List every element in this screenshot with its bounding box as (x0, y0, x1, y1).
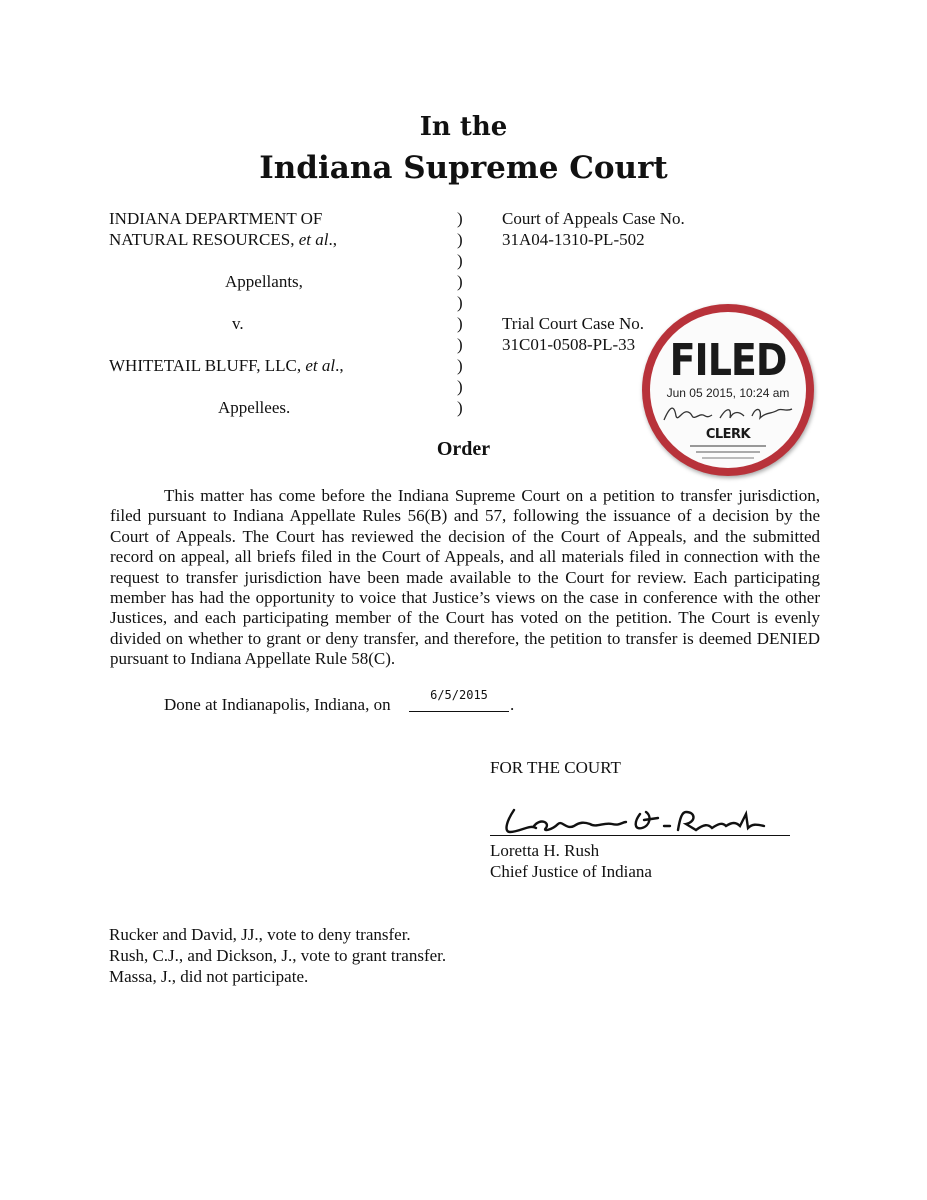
versus-label: v. (232, 314, 244, 333)
caption-paren: ) (457, 251, 463, 270)
caption-paren: ) (457, 209, 463, 228)
stamp-office: CLERK (705, 427, 751, 442)
appellant-name-line1: INDIANA DEPARTMENT OF (109, 209, 323, 228)
court-heading-line1: In the (419, 112, 508, 142)
order-title: Order (436, 438, 491, 460)
vote-line: Rush, C.J., and Dickson, J., vote to grant transfer. (109, 946, 447, 965)
clerk-signature (660, 400, 796, 426)
date-underline (409, 711, 509, 712)
court-heading-line2: Indiana Supreme Court (259, 150, 668, 186)
vote-line: Massa, J., did not participate. (109, 967, 309, 986)
order-date: 6/5/2015 (430, 688, 488, 702)
appellants-role: Appellants, (225, 272, 303, 291)
caption-paren: ) (457, 230, 463, 249)
order-body: This matter has come before the Indiana Supreme Court on a petition to transfer jurisdiction, filed pursuant to Indiana Appellate Rules 56(B) and 57, following the issuance of a decision by the Court of Appeals. The Court has reviewed the decision of the Court of Appeals, and the submitted record on appeal, all briefs filed in the Court of Appeals, and all materials filed in connection with the request to transfer jurisdiction have been made available to the Court for review. Each participating member has had the opportunity to voice that Justice’s views on the case in conference with the other Justices, and each participating member of the Court has voted on the petition. The Court is evenly divided on whether to grant or deny transfer, and therefore, the petition to transfer is deemed DENIED pursuant to Indiana Appellate Rule 58(C). (110, 486, 820, 669)
coa-case-number: 31A04-1310-PL-502 (502, 230, 645, 249)
trial-case-number: 31C01-0508-PL-33 (502, 335, 636, 354)
for-the-court: FOR THE COURT (490, 758, 621, 777)
caption-paren: ) (457, 356, 463, 375)
trial-case-label: Trial Court Case No. (502, 314, 644, 333)
chief-justice-signature (500, 800, 775, 840)
caption-paren: ) (457, 398, 463, 417)
done-at-text: Done at Indianapolis, Indiana, on (164, 695, 391, 714)
caption-paren: ) (457, 377, 463, 396)
vote-line: Rucker and David, JJ., vote to deny transfer. (109, 925, 411, 944)
stamp-status: FILED (669, 334, 787, 386)
caption-paren: ) (457, 314, 463, 333)
signature-line (490, 835, 790, 836)
appellant-name-line2: NATURAL RESOURCES, et al., (109, 230, 337, 249)
date-period: . (510, 695, 515, 714)
coa-case-label: Court of Appeals Case No. (502, 209, 685, 228)
stamp-datetime: Jun 05 2015, 10:24 am (666, 386, 790, 400)
caption-paren: ) (457, 335, 463, 354)
signer-title: Chief Justice of Indiana (490, 862, 652, 881)
caption-paren: ) (457, 272, 463, 291)
signer-name: Loretta H. Rush (490, 841, 600, 860)
appellee-name: WHITETAIL BLUFF, LLC, et al., (109, 356, 344, 375)
caption-paren: ) (457, 293, 463, 312)
appellees-role: Appellees. (218, 398, 291, 417)
